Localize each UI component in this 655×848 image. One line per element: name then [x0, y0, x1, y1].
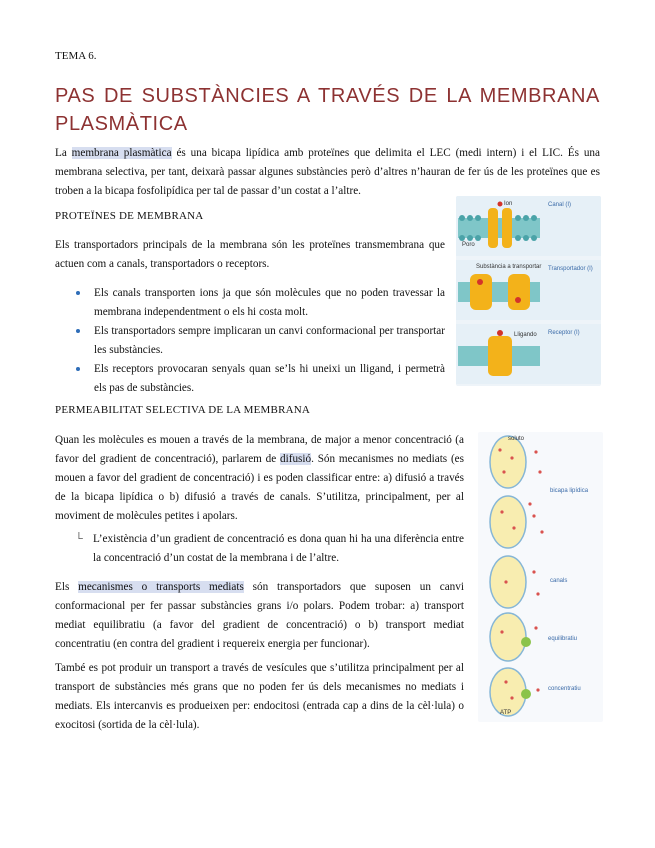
p2-pre: Els — [55, 581, 79, 593]
fig1-small-3: Lligando — [514, 332, 537, 338]
highlight-difusio: difusió — [280, 453, 312, 465]
membrane-proteins-figure — [456, 196, 601, 386]
chapter-label: TEMA 6. — [55, 50, 97, 62]
fig2-small-0: soluto — [508, 436, 525, 442]
fig2-label-canals: canals — [550, 578, 568, 584]
proteines-list — [76, 284, 445, 398]
fig1-label-transportador: Transportador (I) — [548, 266, 593, 272]
arrow-bullet-icon: └ — [75, 533, 83, 545]
fig1-small-0: Ion — [504, 201, 513, 207]
gradient-note — [75, 530, 464, 568]
fig1-small-2: Substància a transportar — [476, 264, 542, 270]
fig2-small-1: ATP — [500, 710, 512, 716]
p2-text: són transportadors que suposen un canvi conformacional per fer passar substàncies grans i/o polars. Podem trobar: a) transport mediat equilibratiu (a favor del gradient de concentració) o b) transport mediat concentratiu (en contra del gradient i requereix energia per funcionar). — [55, 581, 464, 650]
list-item — [76, 322, 445, 360]
fig1-small-1: Poro — [462, 242, 475, 248]
page-title: PAS DE SUBSTÀNCIES A TRAVÉS DE LA MEMBRANA PLASMÀTICA — [55, 85, 600, 135]
highlight-membrana: membrana plasmàtica — [71, 147, 172, 159]
highlight-mecanismes: mecanismes o transports mediats — [78, 581, 244, 593]
permeabilitat-paragraph-3: També es pot produir un transport a través de vesícules que s’utilitza principalment per al transport de substàncies més grans que no poden fer ús dels mecanismes no mediats i mediats. Els intercanvis es produeixen per: endocitosi (entrada cap a dins de la cèl·lula) o exocitosi (sortida de la cèl·lula). — [55, 662, 464, 731]
list-item — [76, 360, 445, 398]
fig1-label-canal: Canal (I) — [548, 202, 572, 208]
bullet-text: Els receptors provocaran senyals quan se’ls hi uneixi un lligand, i permetrà els pas de substàncies. — [94, 363, 445, 394]
permeabilitat-paragraph-1 — [55, 431, 464, 526]
list-item — [76, 284, 445, 322]
transport-types-figure — [478, 432, 603, 722]
fig2-label-concentratiu: concentratiu — [548, 686, 581, 692]
bullet-icon — [76, 291, 80, 295]
bullet-text: Els transportadors sempre implicaran un canvi conformacional per transportar les substàncies. — [94, 325, 445, 356]
intro-text: és una bicapa lipídica amb proteïnes que delimita el LEC (medi intern) i el LIC. És una membrana selectiva, per tant, deixarà passar algunes substàncies però d’altres n’hauran de fer ús de les proteïnes que es troben a la bicapa fosfolipídica per tal de passar d’un costat a l’altre. — [55, 147, 600, 197]
heading-permeabilitat: PERMEABILITAT SELECTIVA DE LA MEMBRANA — [55, 404, 311, 416]
bullet-icon — [76, 329, 80, 333]
p1-text-b: . Són mecanismes no mediats (es mouen a favor del gradient de concentració) i es poden classificar entre: a) difusió a través de la bicapa lipídica o b) difusió a través de canals. S’utilitza, principalment, per al moviment de molècules petites i apolars. — [55, 453, 464, 522]
fig1-label-receptor: Receptor (I) — [548, 330, 580, 336]
fig2-label-bicapa: bicapa lipídica — [550, 488, 589, 494]
p1-text-a: Quan les molècules es mouen a través de la membrana, de major a menor concentració (a favor del gradient de concentració), parlarem de — [55, 434, 464, 465]
note-text: L’existència d’un gradient de concentració es dona quan hi ha una diferència entre la concentració d’un costat de la membrana i de l’altre. — [93, 533, 464, 564]
heading-proteines: PROTEÏNES DE MEMBRANA — [55, 210, 204, 222]
bullet-text: Els canals transporten ions ja que són molècules que no poden travessar la membrana independentment o els hi costa molt. — [94, 287, 445, 318]
intro-pre: La — [55, 147, 72, 159]
proteines-paragraph: Els transportadors principals de la membrana són les proteïnes transmembrana que actuen com a canals, transportadors o receptors. — [55, 239, 445, 270]
intro-paragraph — [55, 144, 600, 201]
bullet-icon — [76, 367, 80, 371]
permeabilitat-paragraph-2 — [55, 578, 464, 654]
fig2-label-equilibratiu: equilibratiu — [548, 636, 578, 642]
